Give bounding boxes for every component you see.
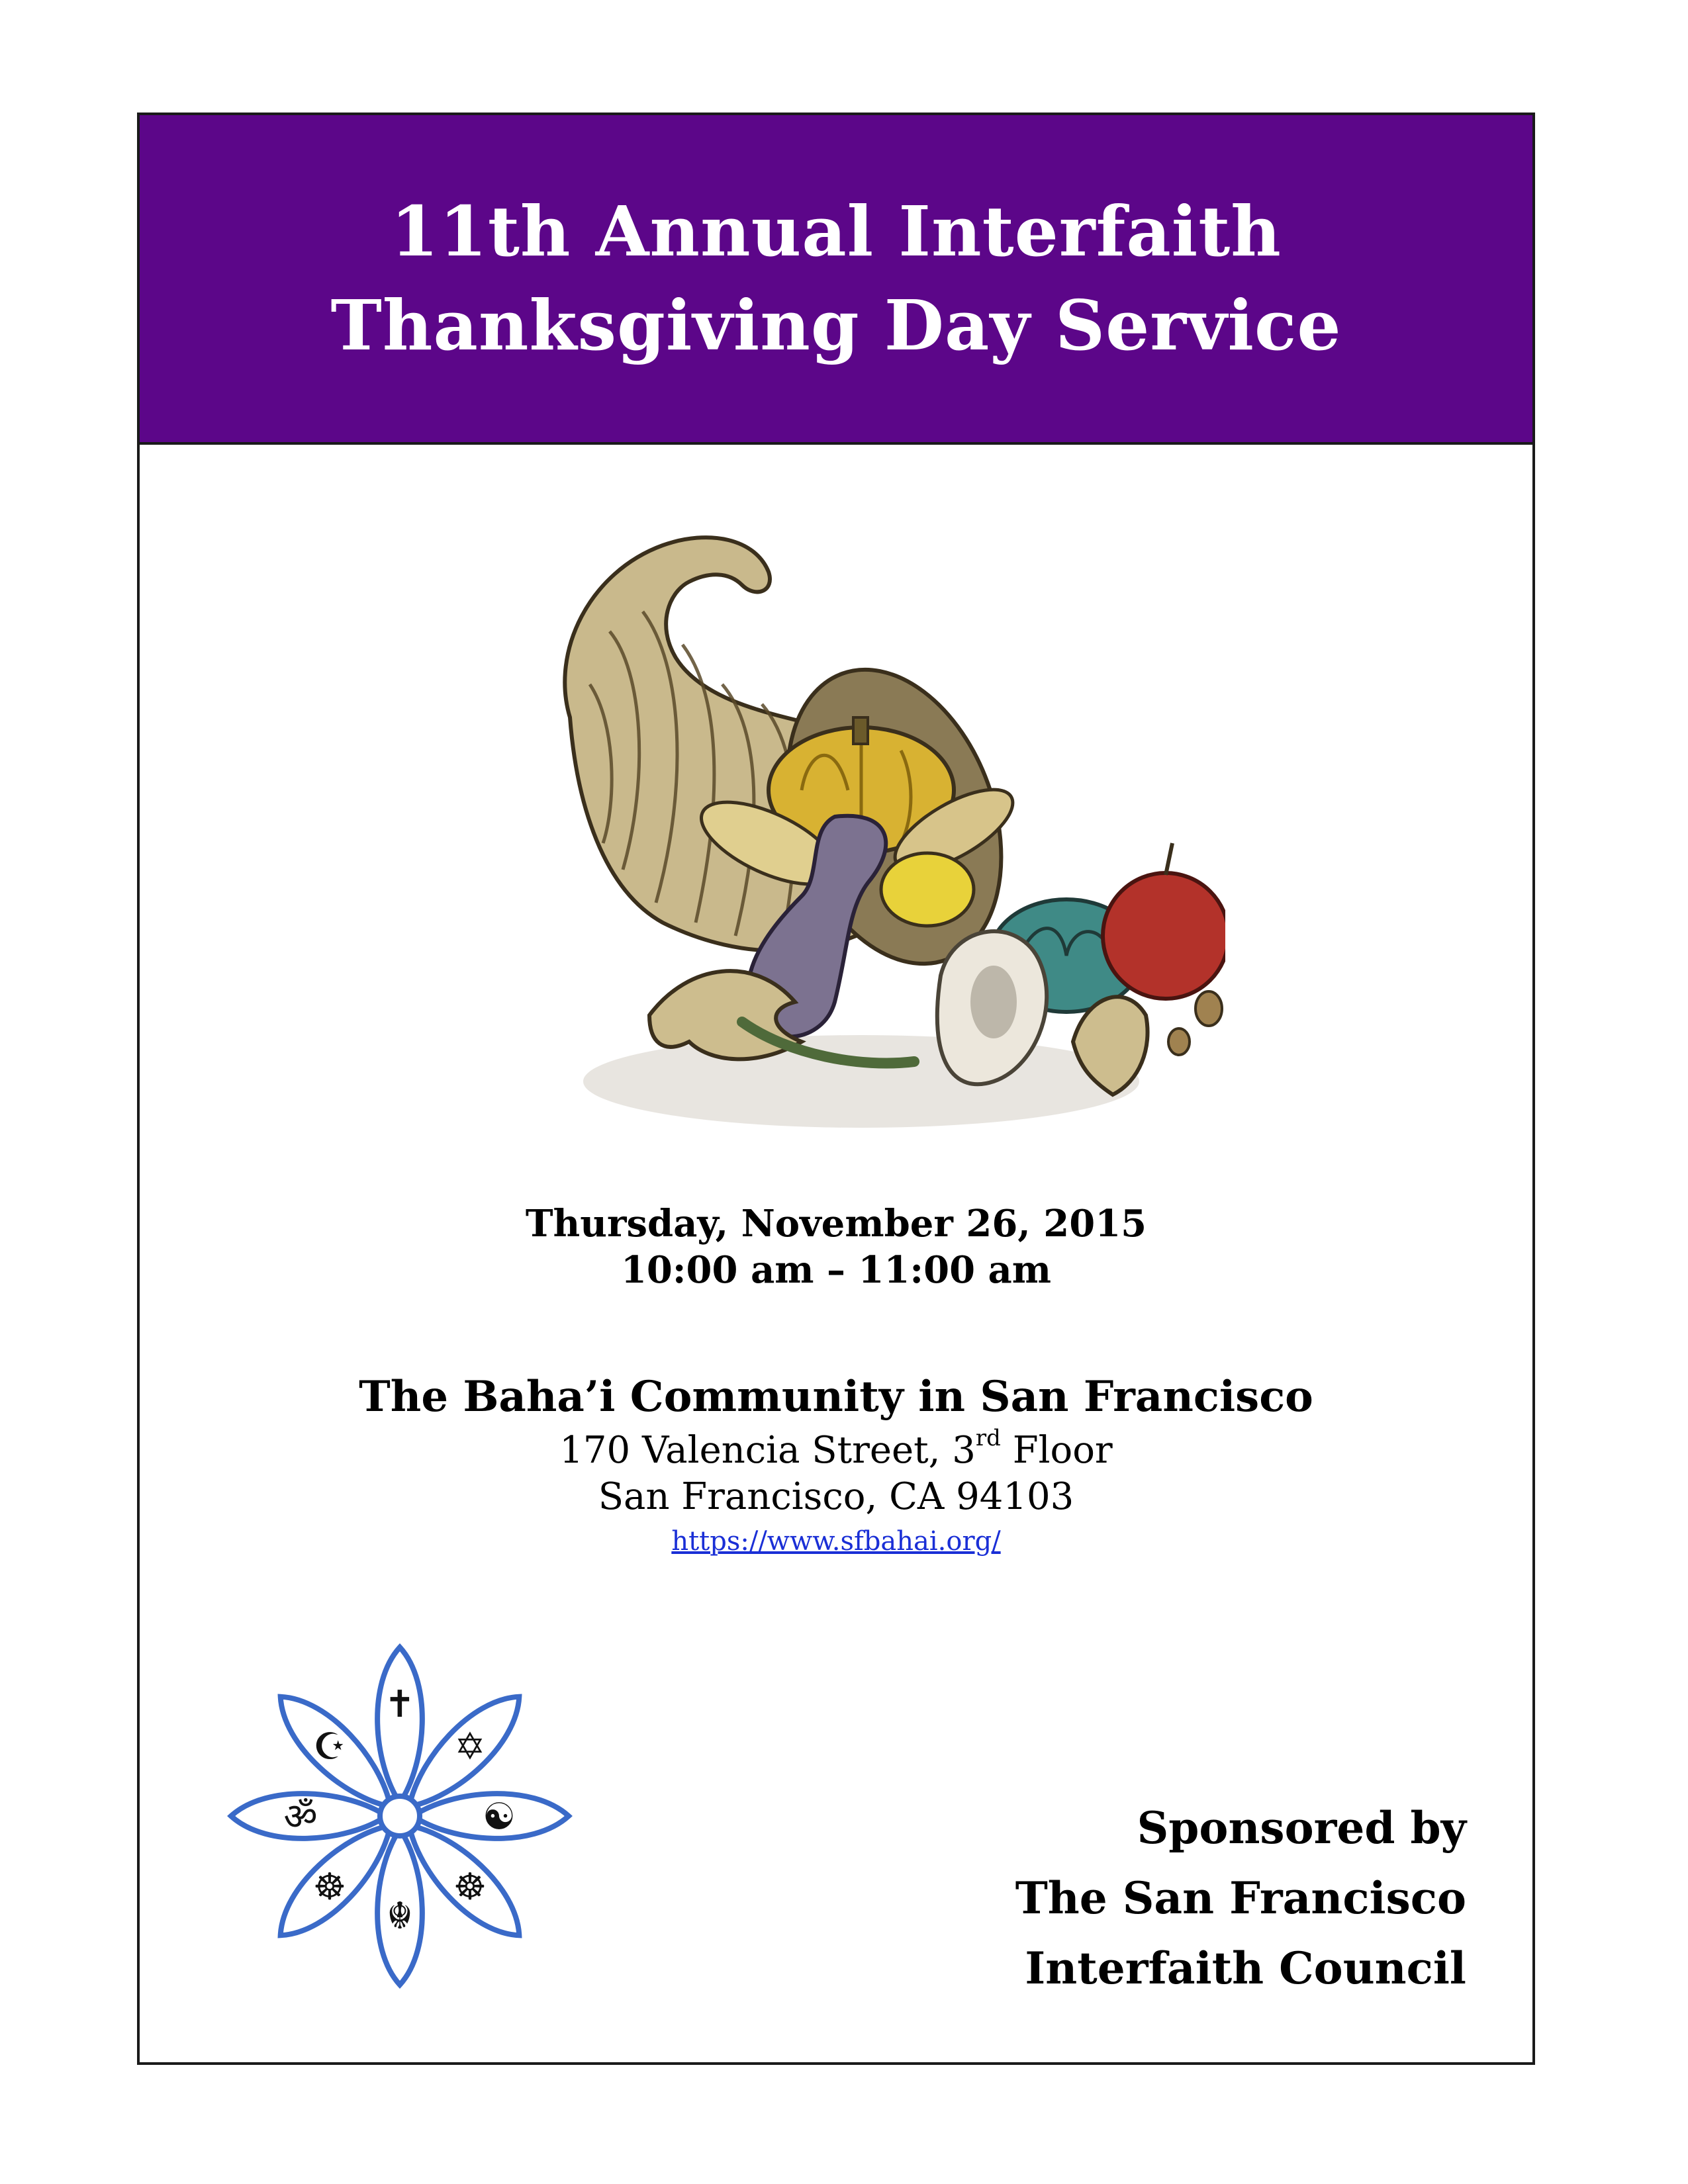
title-line-2: Thanksgiving Day Service xyxy=(330,285,1342,366)
venue-name: The Baha’i Community in San Francisco xyxy=(359,1372,1313,1422)
star-crescent-icon: ☪ xyxy=(312,1725,347,1768)
yin-yang-icon: ☯ xyxy=(482,1796,516,1839)
dharma-wheel-icon: ☸ xyxy=(453,1866,487,1909)
om-icon: ॐ xyxy=(283,1796,318,1839)
star-of-david-icon: ✡ xyxy=(454,1725,486,1768)
khanda-icon: ☬ xyxy=(387,1895,413,1938)
flyer-frame xyxy=(137,113,1535,2065)
event-datetime xyxy=(140,1201,1532,1293)
address-floor: Floor xyxy=(1000,1429,1113,1472)
title-line-1: 11th Annual Interfaith xyxy=(391,191,1282,272)
event-time: 10:00 am – 11:00 am xyxy=(620,1248,1052,1292)
cross-icon: ✝ xyxy=(384,1683,416,1726)
sponsor-line-3: Interfaith Council xyxy=(1025,1942,1466,1994)
venue-address-line-1 xyxy=(140,1425,1532,1474)
sponsor-block xyxy=(1015,1793,1466,2003)
cornucopia-illustration xyxy=(491,499,1225,1154)
sun-wheel-icon: ☸ xyxy=(312,1866,347,1909)
interfaith-symbols-emblem xyxy=(211,1627,588,2005)
address-street: 170 Valencia Street, 3 xyxy=(559,1429,976,1472)
address-floor-suffix: rd xyxy=(975,1425,1001,1451)
venue-address-line-2: San Francisco, CA 94103 xyxy=(598,1475,1074,1518)
title-banner xyxy=(140,115,1532,445)
venue-website-link[interactable]: https://www.sfbahai.org/ xyxy=(671,1526,1001,1557)
event-date: Thursday, November 26, 2015 xyxy=(525,1202,1147,1246)
sponsor-line-1: Sponsored by xyxy=(1137,1802,1466,1854)
venue-website xyxy=(140,1525,1532,1558)
sponsor-line-2: The San Francisco xyxy=(1015,1872,1466,1924)
